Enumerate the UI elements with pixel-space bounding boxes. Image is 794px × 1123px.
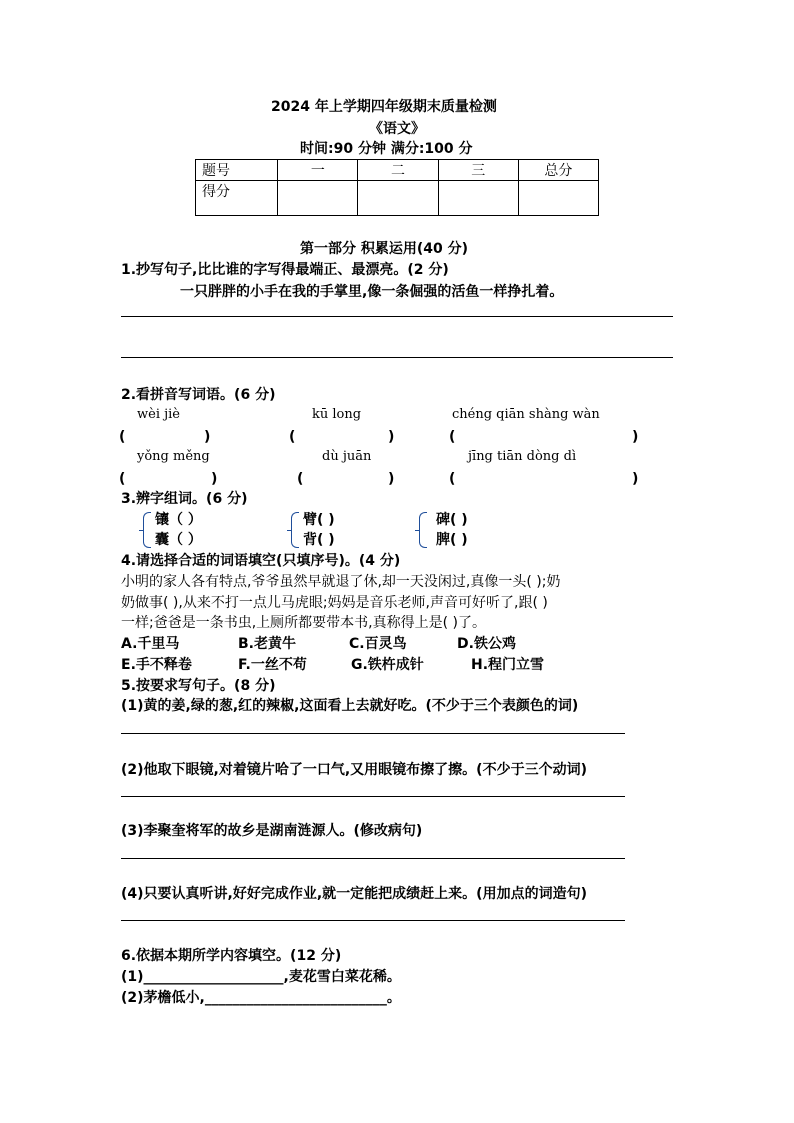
q4-option: H.程门立雪 <box>471 657 545 673</box>
score-table-header: 总分 <box>518 160 598 181</box>
score-table <box>195 159 599 216</box>
exam-title: 2024 年上学期四年级期末质量检测 <box>271 99 497 115</box>
q6-item: (2)茅檐低小,__________________________。 <box>121 990 401 1006</box>
q5-item: (2)他取下眼镜,对着镜片哈了一口气,又用眼镜布擦了擦。(不少于三个动词) <box>121 762 587 778</box>
q5-prompt: 5.按要求写句子。(8 分) <box>121 678 276 694</box>
brace-icon <box>143 512 151 548</box>
score-row-label: 得分 <box>196 181 278 216</box>
q2-prompt: 2.看拼音写词语。(6 分) <box>121 387 276 403</box>
score-table-header: 三 <box>438 160 518 181</box>
q4-passage-line: 小明的家人各有特点,爷爷虽然早就退了休,却一天没闲过,真像一头( );奶 <box>121 574 561 590</box>
q5-item: (3)李聚奎将军的故乡是湖南涟源人。(修改病句) <box>121 823 423 839</box>
q2-bracket-close: ) <box>211 471 218 487</box>
score-table-header: 题号 <box>196 160 278 181</box>
q4-option: A.千里马 <box>121 636 180 652</box>
q4-passage-line: 奶做事( ),从来不打一点儿马虎眼;妈妈是音乐老师,声音可好听了,跟( ) <box>121 595 548 611</box>
q2-bracket-open: ( <box>297 471 304 487</box>
q2-pinyin: chéng qiān shàng wàn <box>452 407 600 422</box>
q4-option: G.铁杵成针 <box>351 657 424 673</box>
q4-option: D.铁公鸡 <box>457 636 516 652</box>
q2-bracket-close: ) <box>388 471 395 487</box>
q4-option: E.手不释卷 <box>121 657 192 673</box>
q5-answer-line[interactable] <box>121 858 625 859</box>
q2-bracket-open: ( <box>449 471 456 487</box>
q2-pinyin: dù juān <box>322 449 372 464</box>
q2-bracket-close: ) <box>204 429 211 445</box>
exam-time-score: 时间:90 分钟 满分:100 分 <box>300 141 473 157</box>
q3-prompt: 3.辨字组词。(6 分) <box>121 491 248 507</box>
q2-pinyin: wèi jiè <box>137 407 180 422</box>
q2-pinyin: jīng tiān dòng dì <box>468 449 577 464</box>
q3-word: 脾( ) <box>436 532 468 548</box>
q2-bracket-open: ( <box>119 429 126 445</box>
q5-answer-line[interactable] <box>121 796 625 797</box>
q2-bracket-open: ( <box>289 429 296 445</box>
part1-title: 第一部分 积累运用(40 分) <box>300 241 469 257</box>
q2-bracket-open: ( <box>449 429 456 445</box>
score-cell[interactable] <box>438 181 518 216</box>
score-cell[interactable] <box>358 181 438 216</box>
q1-answer-line[interactable] <box>121 316 673 317</box>
q3-word: 囊（ ） <box>155 532 202 548</box>
q5-item: (4)只要认真听讲,好好完成作业,就一定能把成绩赶上来。(用加点的词造句) <box>121 886 587 902</box>
q4-option: B.老黄牛 <box>238 636 296 652</box>
score-table-header: 一 <box>278 160 358 181</box>
q3-word: 背( ) <box>303 532 335 548</box>
score-cell[interactable] <box>518 181 598 216</box>
q3-word: 碑( ) <box>436 512 468 528</box>
q1-answer-line[interactable] <box>121 357 673 358</box>
q4-prompt: 4.请选择合适的词语填空(只填序号)。(4 分) <box>121 553 401 569</box>
q2-bracket-close: ) <box>632 471 639 487</box>
q2-pinyin: kū long <box>312 407 362 422</box>
q3-word: 镶（ ） <box>155 512 202 528</box>
q5-answer-line[interactable] <box>121 920 625 921</box>
q4-passage-line: 一样;爸爸是一条书虫,上厕所都要带本书,真称得上是( )了。 <box>121 615 486 631</box>
q6-item: (1)____________________,麦花雪白菜花稀。 <box>121 969 401 985</box>
score-cell[interactable] <box>278 181 358 216</box>
q4-option: F.一丝不苟 <box>238 657 307 673</box>
q3-word: 臂( ) <box>303 512 335 528</box>
q2-pinyin: yǒng měng <box>137 449 210 464</box>
score-table-header: 二 <box>358 160 438 181</box>
q4-option: C.百灵鸟 <box>349 636 407 652</box>
q2-bracket-open: ( <box>119 471 126 487</box>
q1-prompt: 1.抄写句子,比比谁的字写得最端正、最漂亮。(2 分) <box>121 262 449 278</box>
brace-icon <box>291 512 299 548</box>
brace-icon <box>419 512 427 548</box>
q6-prompt: 6.依据本期所学内容填空。(12 分) <box>121 948 342 964</box>
q2-bracket-close: ) <box>388 429 395 445</box>
q2-bracket-close: ) <box>632 429 639 445</box>
q5-item: (1)黄的姜,绿的葱,红的辣椒,这面看上去就好吃。(不少于三个表颜色的词) <box>121 698 579 714</box>
q5-answer-line[interactable] <box>121 733 625 734</box>
q1-sentence: 一只胖胖的小手在我的手掌里,像一条倔强的活鱼一样挣扎着。 <box>180 284 564 300</box>
exam-subject: 《语文》 <box>369 121 425 137</box>
